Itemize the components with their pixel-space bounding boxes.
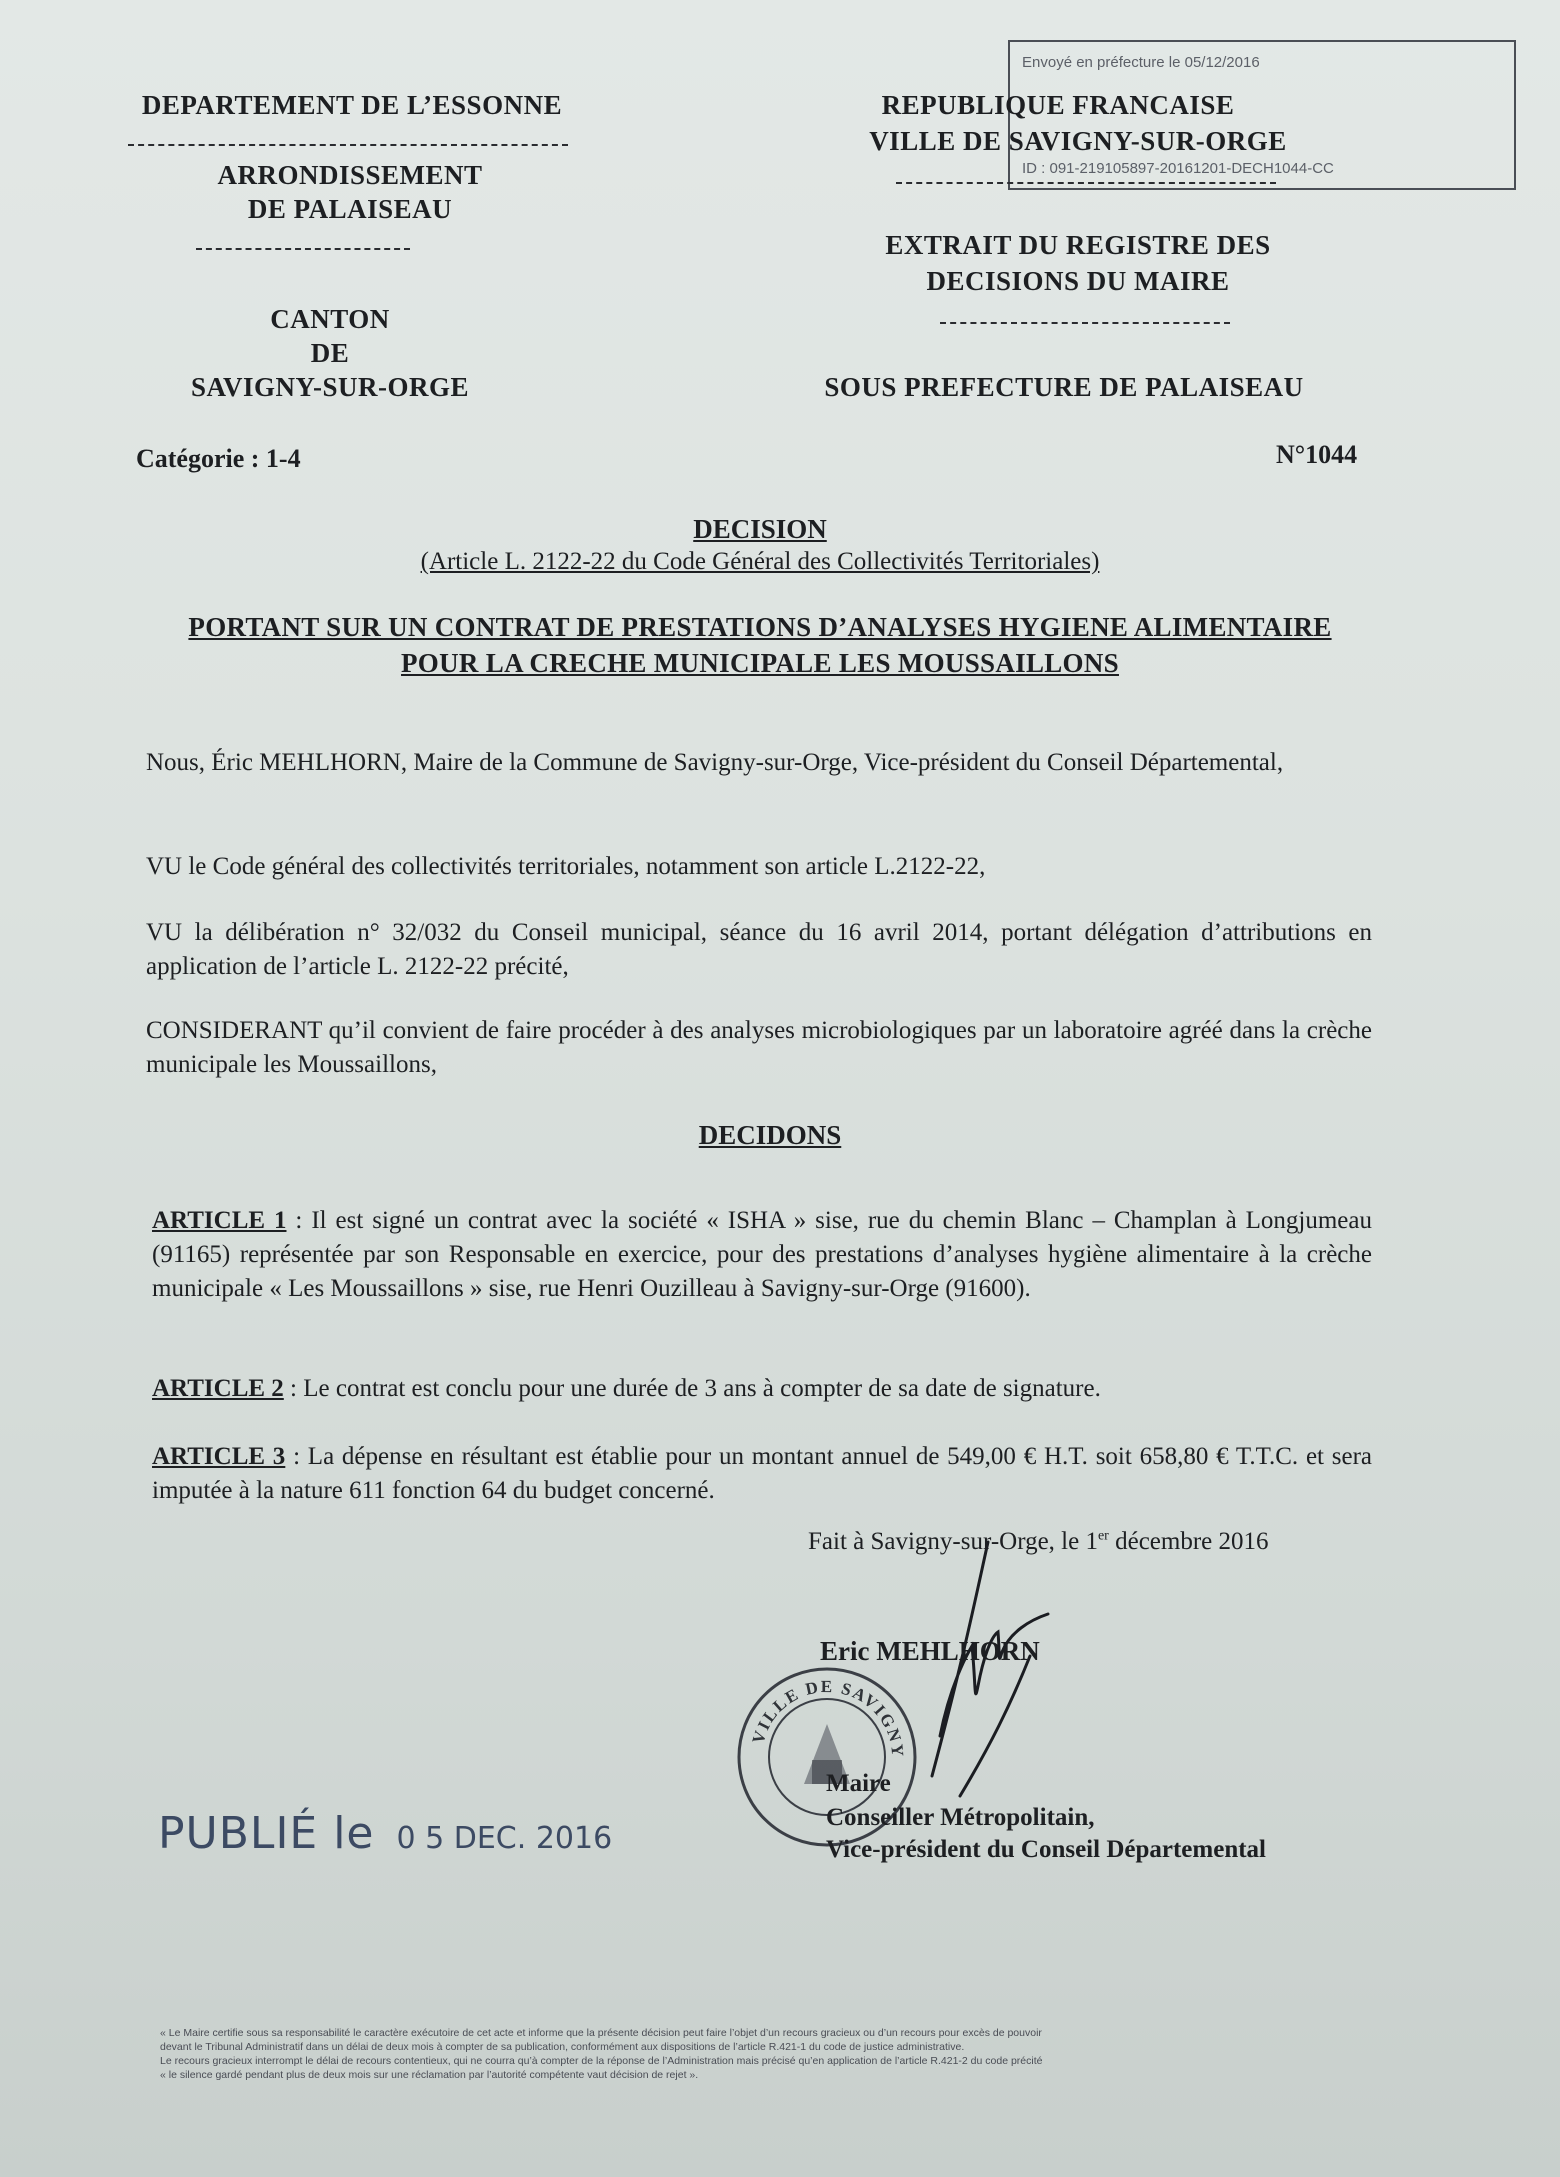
vu-code-paragraph: VU le Code général des collectivités territoriales, notamment son article L.2122-22, — [146, 853, 986, 880]
arrondissement-heading: ARRONDISSEMENT — [217, 160, 483, 190]
divider — [196, 248, 410, 250]
signatory-role-departemental: Vice-président du Conseil Départemental — [826, 1836, 1266, 1863]
handwritten-signature — [880, 1536, 1080, 1816]
footnote-line: devant le Tribunal Administratif dans un délai de deux mois à compter de sa publication, conformément aux dispositions de l’article R.421-1 du code de justice administrative. — [160, 2041, 965, 2053]
article-2-label: ARTICLE 2 — [152, 1375, 284, 1402]
prefecture-stamp-sent: Envoyé en préfecture le 05/12/2016 — [1022, 54, 1260, 71]
svg-text:VILLE DE SAVIGNY: VILLE DE SAVIGNY — [748, 1676, 908, 1760]
canton-name: SAVIGNY-SUR-ORGE — [190, 372, 470, 402]
article-3-label: ARTICLE 3 — [152, 1443, 286, 1470]
decisions-du-maire-heading: DECISIONS DU MAIRE — [926, 266, 1230, 296]
divider — [896, 182, 1276, 184]
article-1-text: Il est signé un contrat avec la société « ISHA » sise, rue du chemin Blanc – Champlan à Longjumeau (91165) représentée par son Responsable en exercice, pour des prestations d’analyses hygiène alimentaire à la crèche municipale « Les Moussaillons » sise, rue Henri Ouzilleau à Savigny-sur-Orge (91600). — [152, 1207, 1372, 1302]
article-1: ARTICLE 1 : Il est signé un contrat avec la société « ISHA » sise, rue du chemin Blanc – Champlan à Longjumeau (91165) représentée par son Responsable en exercice, pour des prestations d’analyses hygiène alimentaire à la crèche municipale « Les Moussaillons » sise, rue Henri Ouzilleau à Savigny-sur-Orge (91600). — [152, 1207, 1372, 1302]
canton-de: DE — [310, 338, 350, 368]
footnote-line: « le silence gardé pendant plus de deux mois sur une réclamation par l’autorité compétente vaut décision de rejet ». — [160, 2069, 699, 2081]
article-2: ARTICLE 2 : Le contrat est conclu pour une durée de 3 ans à compter de sa date de signature. — [152, 1375, 1101, 1402]
republique-heading: REPUBLIQUE FRANCAISE — [881, 90, 1235, 120]
vu-deliberation-paragraph: VU la délibération n° 32/032 du Conseil municipal, séance du 16 avril 2014, portant délégation d’attributions en application de l’article L. 2122-22 précité, — [146, 919, 1372, 980]
extrait-heading: EXTRAIT DU REGISTRE DES — [885, 230, 1271, 260]
decision-title: DECISION — [693, 514, 827, 544]
considerant-paragraph: CONSIDERANT qu’il convient de faire procéder à des analyses microbiologiques par un laboratoire agréé dans la crèche municipale les Moussaillons, — [146, 1017, 1372, 1078]
divider — [128, 144, 568, 146]
divider — [940, 322, 1230, 324]
prefecture-stamp-id: ID : 091-219105897-20161201-DECH1044-CC — [1022, 160, 1334, 177]
publication-stamp — [158, 1808, 612, 1859]
signatory-role-metropolitain: Conseiller Métropolitain, — [826, 1804, 1095, 1831]
decidons-heading: DECIDONS — [698, 1120, 842, 1150]
article-2-text: Le contrat est conclu pour une durée de 3 ans à compter de sa date de signature. — [303, 1375, 1101, 1402]
article-3-text: La dépense en résultant est établie pour un montant annuel de 549,00 € H.T. soit 658,80 € T.T.C. et sera imputée à la nature 611 fonction 64 du budget concerné. — [152, 1443, 1372, 1504]
signatory-role-maire: Maire — [826, 1770, 891, 1797]
signatory-name: Eric MEHLHORN — [820, 1636, 1040, 1666]
footnote-line: « Le Maire certifie sous sa responsabilité le caractère exécutoire de cet acte et informe que la présente décision peut faire l’objet d’un recours gracieux ou d’un recours pour excès de pouvoir — [160, 2027, 1042, 2039]
decision-subject-line1: PORTANT SUR UN CONTRAT DE PRESTATIONS D’ANALYSES HYGIENE ALIMENTAIRE — [188, 612, 1332, 642]
categorie-label: Catégorie : 1-4 — [136, 444, 301, 473]
arrondissement-name: DE PALAISEAU — [247, 194, 453, 224]
decision-number: N°1044 — [1276, 440, 1358, 469]
footnote-line: Le recours gracieux interrompt le délai de recours contentieux, qui ne courra qu’à compter de la réponse de l’Administration mais précisé qu’en application de l’article R.421-2 du code précité — [160, 2055, 1043, 2067]
article-3: ARTICLE 3 : La dépense en résultant est établie pour un montant annuel de 549,00 € H.T. soit 658,80 € T.T.C. et sera imputée à la nature 611 fonction 64 du budget concerné. — [152, 1443, 1372, 1504]
intro-paragraph: Nous, Éric MEHLHORN, Maire de la Commune de Savigny-sur-Orge, Vice-président du Conseil Départemental, — [146, 749, 1284, 776]
departement-heading: DEPARTEMENT DE L’ESSONNE — [141, 90, 563, 120]
legal-footnote — [160, 2026, 1400, 2082]
publication-date: 0 5 DEC. 2016 — [396, 1821, 613, 1856]
publication-label: PUBLIÉ le — [158, 1808, 375, 1859]
article-1-label: ARTICLE 1 — [152, 1207, 287, 1234]
canton-heading: CANTON — [270, 304, 390, 334]
decision-subject-line2: POUR LA CRECHE MUNICIPALE LES MOUSSAILLONS — [401, 648, 1119, 678]
sous-prefecture-heading: SOUS PREFECTURE DE PALAISEAU — [824, 372, 1304, 402]
article-reference: (Article L. 2122-22 du Code Général des Collectivités Territoriales) — [420, 548, 1100, 575]
ville-heading: VILLE DE SAVIGNY-SUR-ORGE — [869, 126, 1287, 156]
fait-a-line: Fait à Savigny-sur-Orge, le 1er décembre 2016 — [808, 1528, 1269, 1555]
